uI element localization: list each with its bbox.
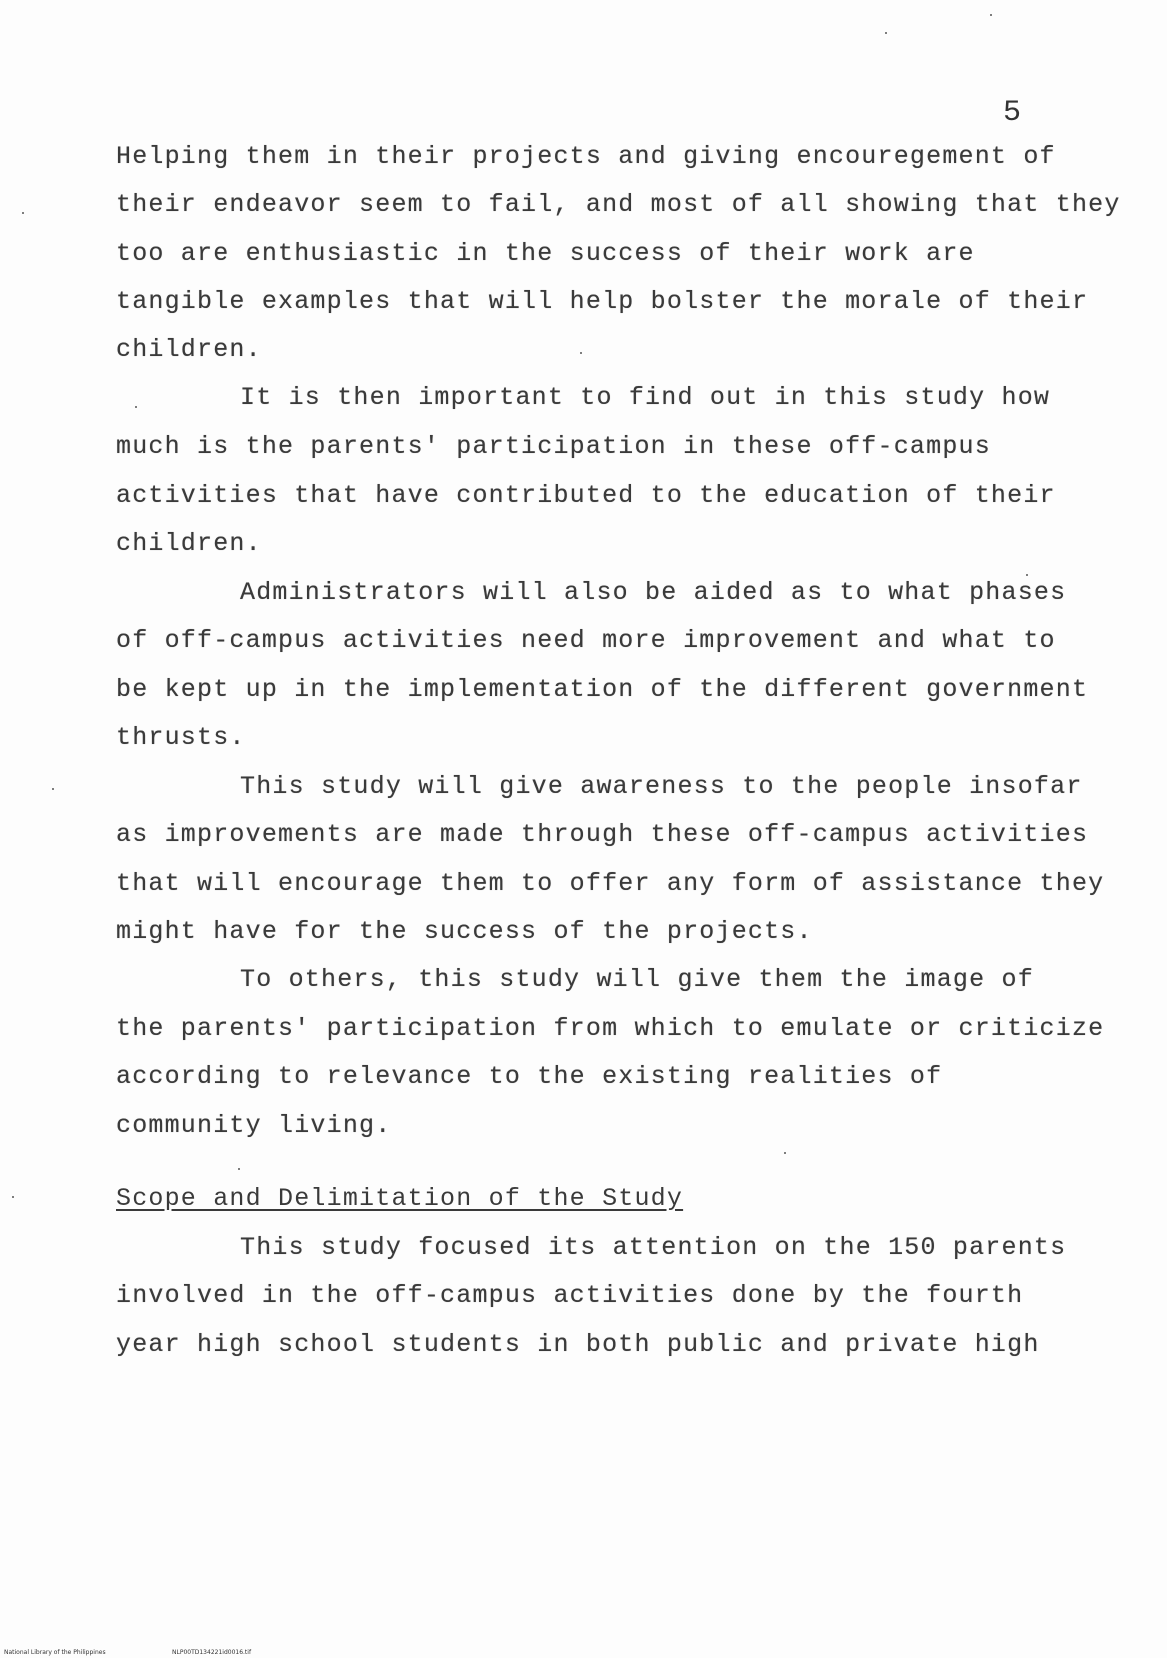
body-line: This study focused its attention on the 150 parents xyxy=(240,1233,1067,1262)
body-line: that will encourage them to offer any form of assistance they xyxy=(116,869,1105,898)
scan-speck xyxy=(22,212,24,214)
body-line: as improvements are made through these off-campus activities xyxy=(116,820,1089,849)
body-line: community living. xyxy=(116,1111,392,1140)
scan-speck xyxy=(1026,574,1028,576)
scan-speck xyxy=(990,14,992,16)
body-line: tangible examples that will help bolster the morale of their xyxy=(116,287,1089,316)
scan-speck xyxy=(885,32,887,34)
file-id: NLP00TD134221id0016.tif xyxy=(172,1649,252,1656)
body-line: be kept up in the implementation of the different government xyxy=(116,675,1089,704)
body-line: To others, this study will give them the image of xyxy=(240,965,1034,994)
library-credit: National Library of the Philippines xyxy=(4,1649,106,1656)
body-line: involved in the off-campus activities done by the fourth xyxy=(116,1281,1024,1310)
body-line: much is the parents' participation in these off-campus xyxy=(116,432,991,461)
body-line: according to relevance to the existing realities of xyxy=(116,1062,943,1091)
scan-speck xyxy=(135,406,137,408)
body-line: the parents' participation from which to emulate or criticize xyxy=(116,1014,1105,1043)
scan-speck xyxy=(12,1196,14,1198)
section-heading: Scope and Delimitation of the Study xyxy=(116,1184,684,1213)
scan-speck xyxy=(52,788,54,790)
body-line: It is then important to find out in this study how xyxy=(240,383,1051,412)
body-line: might have for the success of the projects. xyxy=(116,917,813,946)
body-line: children. xyxy=(116,529,262,558)
body-line: year high school students in both public and private high xyxy=(116,1330,1040,1359)
page-number: 5 xyxy=(1003,96,1022,130)
body-line: too are enthusiastic in the success of their work are xyxy=(116,239,975,268)
scan-speck xyxy=(784,1152,786,1154)
body-line: This study will give awareness to the people insofar xyxy=(240,772,1083,801)
body-line: of off-campus activities need more improvement and what to xyxy=(116,626,1056,655)
body-line: Helping them in their projects and giving encouregement of xyxy=(116,142,1056,171)
body-line: Administrators will also be aided as to what phases xyxy=(240,578,1067,607)
scan-speck xyxy=(580,352,582,354)
body-line: thrusts. xyxy=(116,723,246,752)
scan-speck xyxy=(238,1168,240,1170)
body-line: activities that have contributed to the education of their xyxy=(116,481,1056,510)
body-line: children. xyxy=(116,335,262,364)
body-line: their endeavor seem to fail, and most of all showing that they xyxy=(116,190,1121,219)
